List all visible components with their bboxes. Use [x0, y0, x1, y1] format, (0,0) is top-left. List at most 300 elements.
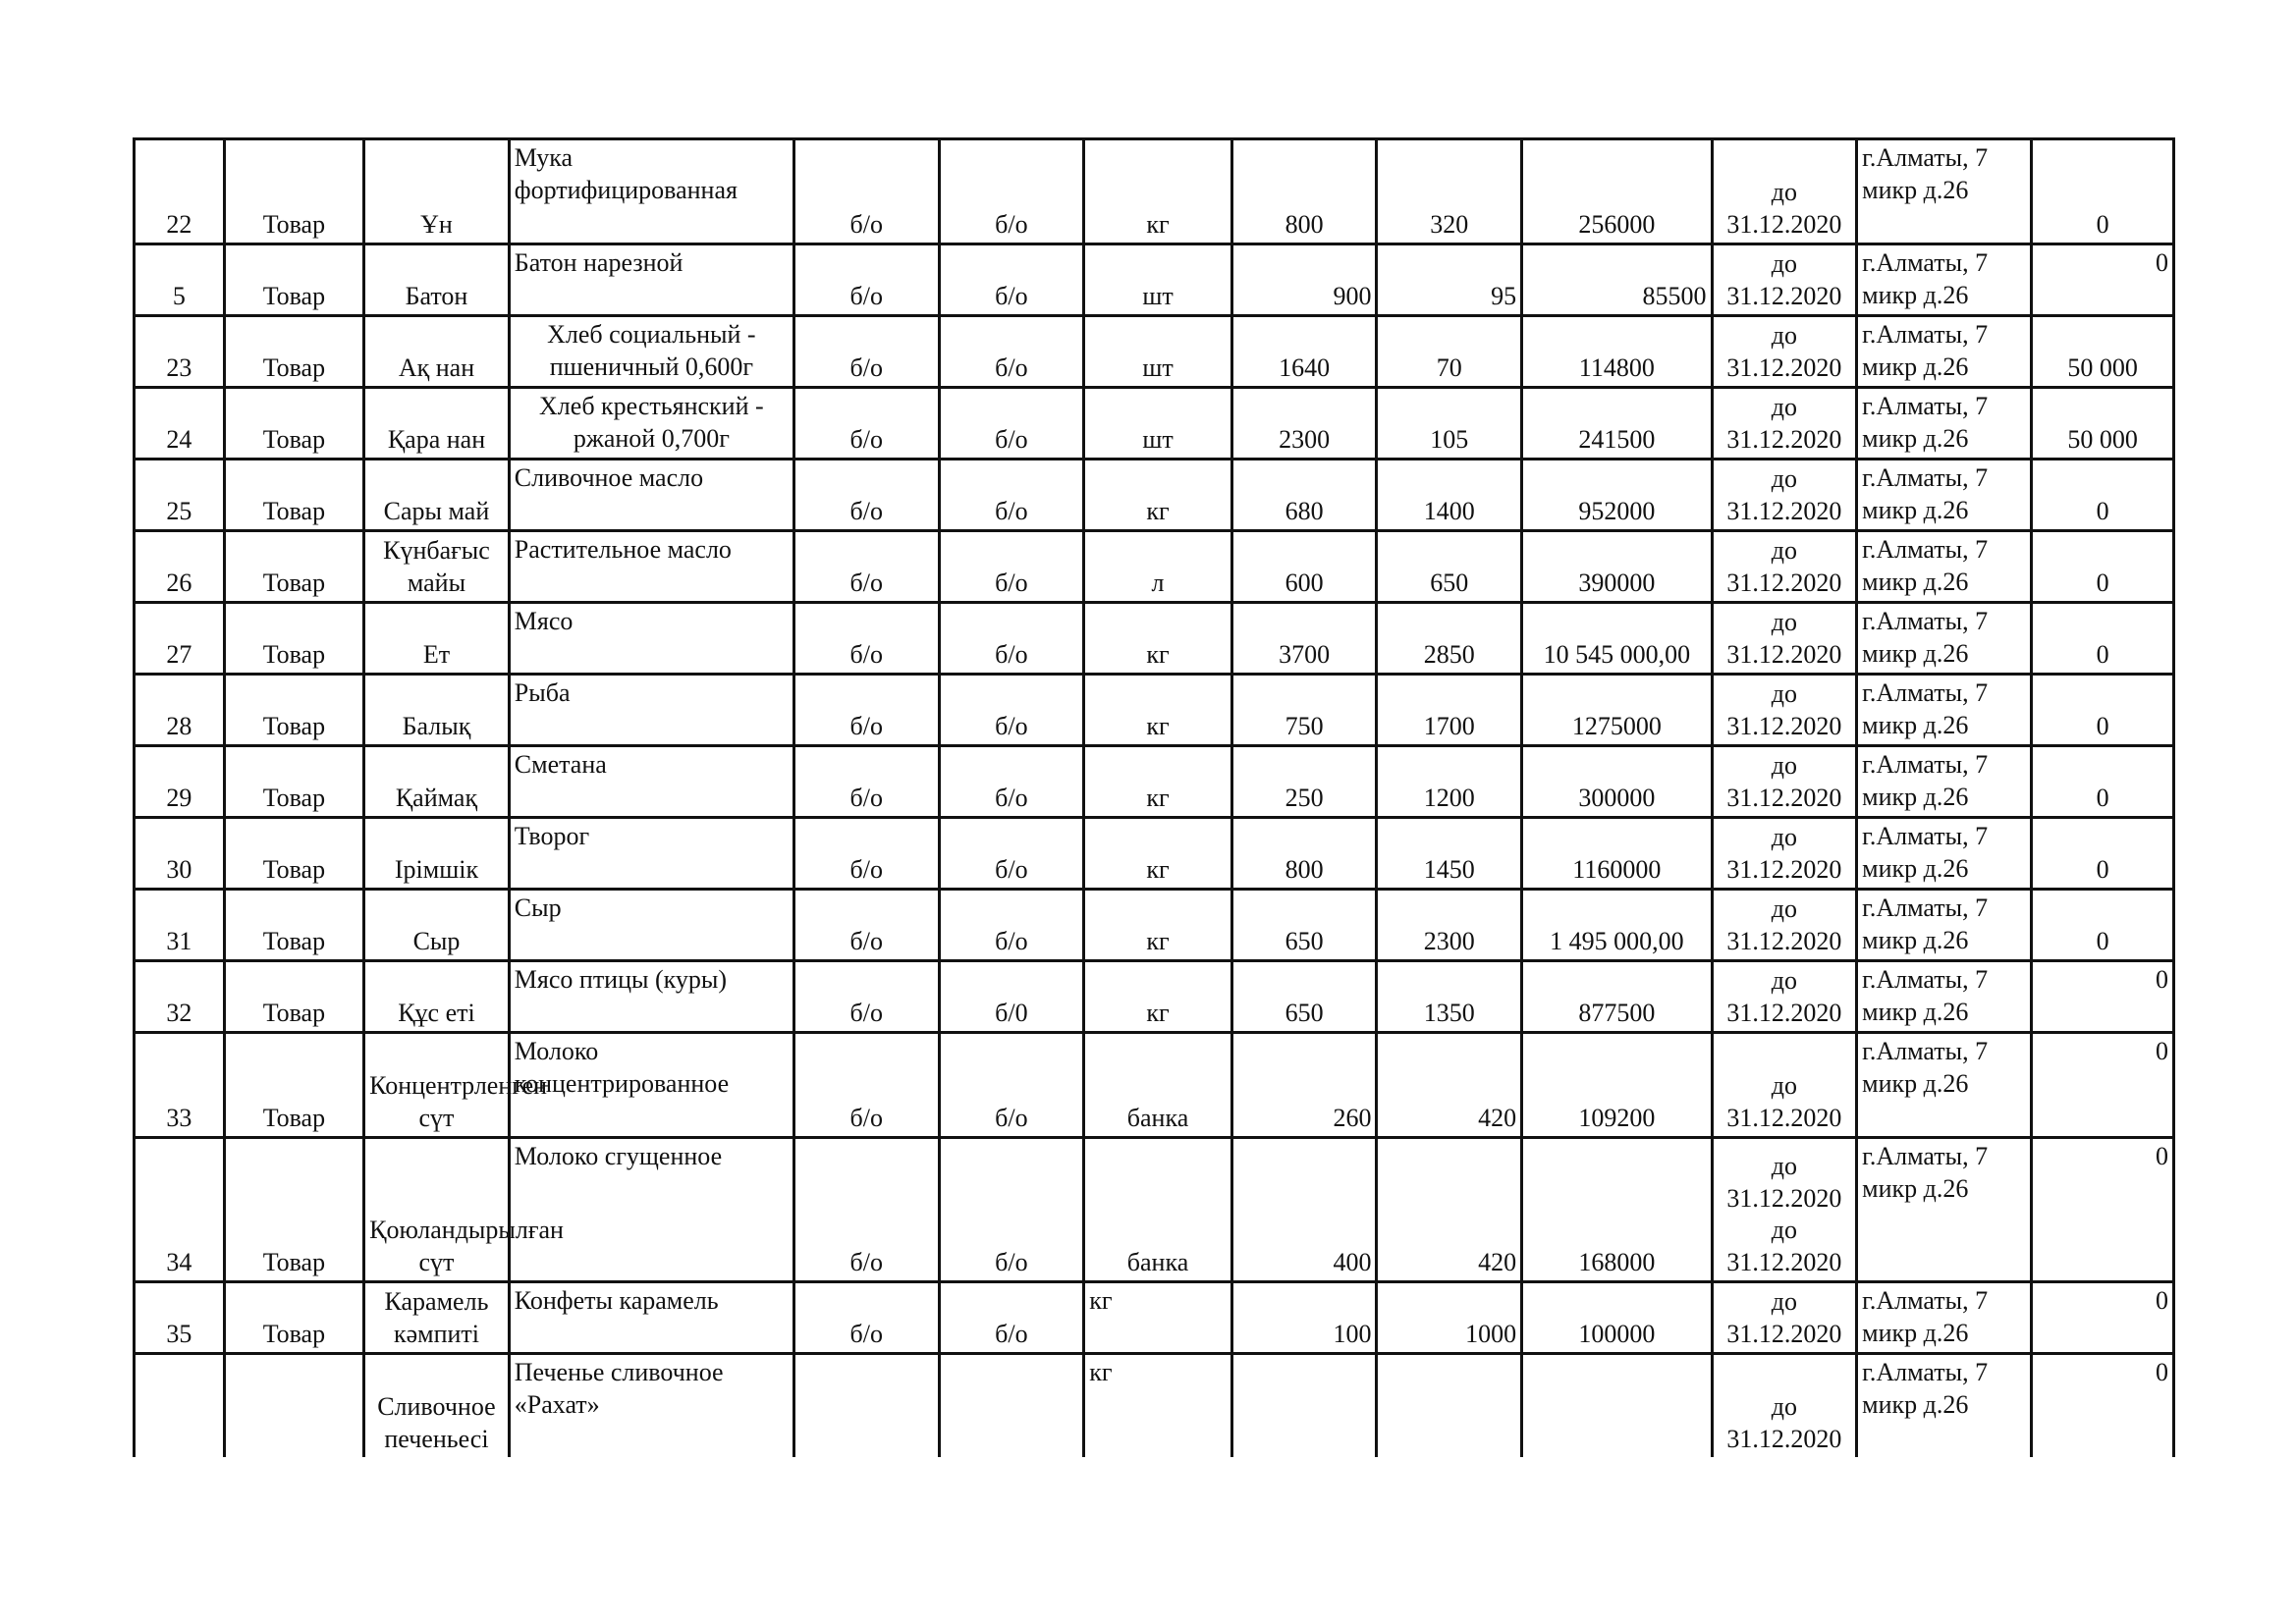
col6-cell: б/о: [939, 531, 1084, 603]
price-cell: [1377, 1354, 1522, 1458]
address-cell-line: г.Алматы, 7: [1862, 392, 1989, 420]
sum-cell: 10 545 000,00: [1522, 603, 1712, 675]
price-cell: 2850: [1377, 603, 1522, 675]
address-cell: [1857, 1354, 2032, 1458]
unit-cell: банка: [1084, 1033, 1232, 1138]
item-type-cell: Товар: [224, 460, 364, 531]
item-type-cell: Товар: [224, 890, 364, 961]
item-type-cell: Товар: [224, 746, 364, 818]
delivery-date-cell-line: до: [1771, 464, 1797, 493]
russian-name-cell-line: Хлеб крестьянский -: [539, 392, 764, 420]
russian-name-cell-line: Мука: [514, 143, 574, 172]
address-cell-line: г.Алматы, 7: [1862, 678, 1989, 707]
table-row: [135, 818, 2174, 890]
quantity-cell: 800: [1231, 139, 1377, 244]
amount-cell: 0: [2032, 675, 2174, 746]
russian-name-cell-line: «Рахат»: [514, 1389, 600, 1419]
russian-name-cell: [509, 675, 793, 746]
table-row: [135, 1033, 2174, 1138]
table-row: [135, 531, 2174, 603]
address-cell-line: микр д.26: [1862, 853, 1969, 883]
col5-cell: б/о: [793, 244, 939, 316]
address-cell-line: микр д.26: [1862, 495, 1969, 524]
price-cell: 1450: [1377, 818, 1522, 890]
delivery-date-cell-line: до: [1771, 321, 1797, 350]
address-cell-line: микр д.26: [1862, 925, 1969, 954]
sum-cell: 114800: [1522, 316, 1712, 388]
russian-name-cell-line: Печенье сливочное: [514, 1358, 724, 1386]
delivery-date-cell-line: 31.12.2020: [1726, 1103, 1842, 1132]
quantity-cell: 250: [1231, 746, 1377, 818]
col5-cell: б/о: [793, 603, 939, 675]
col5-cell: б/о: [793, 675, 939, 746]
row-number-cell: 25: [135, 460, 225, 531]
row-number-cell: 27: [135, 603, 225, 675]
russian-name-cell: [509, 890, 793, 961]
address-cell: [1857, 603, 2032, 675]
item-type-cell: Товар: [224, 675, 364, 746]
quantity-cell: [1231, 1354, 1377, 1458]
quantity-cell: 3700: [1231, 603, 1377, 675]
delivery-date-cell-line: до: [1771, 679, 1797, 708]
russian-name-cell-line: Сыр: [514, 893, 562, 922]
delivery-date-cell: [1712, 746, 1857, 818]
price-cell: 650: [1377, 531, 1522, 603]
delivery-date-cell: [1712, 1354, 1857, 1458]
address-cell-line: г.Алматы, 7: [1862, 607, 1989, 635]
delivery-date-cell: [1712, 818, 1857, 890]
quantity-cell: 2300: [1231, 388, 1377, 460]
row-number-cell: [135, 1354, 225, 1458]
address-cell-line: г.Алматы, 7: [1862, 535, 1989, 564]
delivery-date-cell-line: до: [1771, 966, 1797, 995]
col5-cell: б/о: [793, 961, 939, 1033]
russian-name-cell-line: Мясо: [514, 607, 574, 635]
price-cell: 1000: [1377, 1282, 1522, 1354]
kazakh-name-cell: Күнбағыс майы: [364, 531, 510, 603]
address-cell-line: микр д.26: [1862, 280, 1969, 309]
address-cell: [1857, 460, 2032, 531]
russian-name-cell-line: Сливочное масло: [514, 463, 704, 492]
russian-name-cell: [509, 818, 793, 890]
sum-cell: 85500: [1522, 244, 1712, 316]
quantity-cell: 680: [1231, 460, 1377, 531]
address-cell: [1857, 139, 2032, 244]
sum-cell: 390000: [1522, 531, 1712, 603]
quantity-cell: 750: [1231, 675, 1377, 746]
quantity-cell: 800: [1231, 818, 1377, 890]
item-type-cell: Товар: [224, 1282, 364, 1354]
delivery-date-cell-line: 31.12.2020: [1726, 1183, 1842, 1213]
delivery-date-cell-line: до: [1771, 249, 1797, 278]
col5-cell: б/о: [793, 388, 939, 460]
unit-cell: кг: [1084, 1354, 1232, 1458]
russian-name-cell: [509, 388, 793, 460]
address-cell: [1857, 675, 2032, 746]
price-cell: 420: [1377, 1138, 1522, 1282]
kazakh-name-cell: Қоюландырылған сүт: [364, 1138, 510, 1282]
table-row: [135, 746, 2174, 818]
quantity-cell: 650: [1231, 961, 1377, 1033]
row-number-cell: 30: [135, 818, 225, 890]
address-cell-line: г.Алматы, 7: [1862, 1142, 1989, 1170]
item-type-cell: Товар: [224, 388, 364, 460]
sum-cell: 241500: [1522, 388, 1712, 460]
price-cell: 420: [1377, 1033, 1522, 1138]
price-cell: 70: [1377, 316, 1522, 388]
delivery-date-cell: [1712, 388, 1857, 460]
kazakh-name-cell: Ірімшік: [364, 818, 510, 890]
table-body: [135, 139, 2174, 1458]
delivery-date-cell-line: 31.12.2020: [1726, 639, 1842, 669]
address-cell: [1857, 1282, 2032, 1354]
sum-cell: 109200: [1522, 1033, 1712, 1138]
table-row: [135, 675, 2174, 746]
russian-name-cell-line: Хлеб социальный -: [547, 320, 756, 349]
delivery-date-cell-line: до: [1771, 1216, 1797, 1244]
goods-table: [133, 137, 2175, 1457]
col6-cell: б/о: [939, 388, 1084, 460]
item-type-cell: Товар: [224, 316, 364, 388]
unit-cell: кг: [1084, 460, 1232, 531]
address-cell-line: микр д.26: [1862, 423, 1969, 453]
col5-cell: б/о: [793, 460, 939, 531]
amount-cell: 0: [2032, 961, 2174, 1033]
amount-cell: 0: [2032, 890, 2174, 961]
kazakh-name-cell: Сливочное печеньесі: [364, 1354, 510, 1458]
russian-name-cell-line: пшеничный 0,600г: [549, 352, 754, 381]
kazakh-name-cell: Сары май: [364, 460, 510, 531]
amount-cell: 0: [2032, 1033, 2174, 1138]
delivery-date-cell-line: 31.12.2020: [1726, 352, 1842, 382]
col6-cell: б/о: [939, 1282, 1084, 1354]
unit-cell: кг: [1084, 890, 1232, 961]
russian-name-cell: [509, 460, 793, 531]
kazakh-name-cell: Ет: [364, 603, 510, 675]
address-cell-line: микр д.26: [1862, 1389, 1969, 1419]
col5-cell: б/о: [793, 746, 939, 818]
table-row: [135, 603, 2174, 675]
sum-cell: 1275000: [1522, 675, 1712, 746]
delivery-date-cell-line: до: [1771, 823, 1797, 851]
row-number-cell: 24: [135, 388, 225, 460]
item-type-cell: Товар: [224, 603, 364, 675]
quantity-cell: 600: [1231, 531, 1377, 603]
address-cell-line: микр д.26: [1862, 567, 1969, 596]
col6-cell: б/о: [939, 1138, 1084, 1282]
russian-name-cell-line: ржаной 0,700г: [573, 423, 730, 453]
table-row: [135, 1282, 2174, 1354]
kazakh-name-cell: Карамель кәмпиті: [364, 1282, 510, 1354]
delivery-date-cell-line: 31.12.2020: [1726, 281, 1842, 310]
russian-name-cell: [509, 1138, 793, 1282]
kazakh-name-cell: Концентрленген сүт: [364, 1033, 510, 1138]
russian-name-cell: [509, 316, 793, 388]
delivery-date-cell-line: 31.12.2020: [1726, 209, 1842, 239]
address-cell-line: г.Алматы, 7: [1862, 822, 1989, 850]
table-row: [135, 139, 2174, 244]
delivery-date-cell-line: 31.12.2020: [1726, 711, 1842, 740]
address-cell-line: г.Алматы, 7: [1862, 143, 1989, 172]
delivery-date-cell-line: 31.12.2020: [1726, 1247, 1842, 1276]
col6-cell: б/о: [939, 316, 1084, 388]
item-type-cell: Товар: [224, 531, 364, 603]
amount-cell: 0: [2032, 460, 2174, 531]
address-cell: [1857, 890, 2032, 961]
address-cell: [1857, 818, 2032, 890]
address-cell-line: микр д.26: [1862, 782, 1969, 811]
delivery-date-cell: [1712, 961, 1857, 1033]
delivery-date-cell: [1712, 1138, 1857, 1282]
delivery-date-cell: [1712, 603, 1857, 675]
delivery-date-cell: [1712, 890, 1857, 961]
price-cell: 1200: [1377, 746, 1522, 818]
quantity-cell: 650: [1231, 890, 1377, 961]
amount-cell: 0: [2032, 531, 2174, 603]
table-row: [135, 460, 2174, 531]
sum-cell: [1522, 1354, 1712, 1458]
unit-cell: кг: [1084, 961, 1232, 1033]
delivery-date-cell-line: до: [1771, 1392, 1797, 1421]
russian-name-cell: [509, 603, 793, 675]
delivery-date-cell-line: до: [1771, 608, 1797, 636]
delivery-date-cell-line: 31.12.2020: [1726, 1319, 1842, 1348]
address-cell-line: микр д.26: [1862, 997, 1969, 1026]
address-cell-line: микр д.26: [1862, 175, 1969, 204]
col6-cell: б/о: [939, 603, 1084, 675]
address-cell: [1857, 1033, 2032, 1138]
col5-cell: б/о: [793, 316, 939, 388]
row-number-cell: 22: [135, 139, 225, 244]
delivery-date-cell-line: 31.12.2020: [1726, 568, 1842, 597]
sum-cell: 168000: [1522, 1138, 1712, 1282]
table-row: [135, 1354, 2174, 1458]
delivery-date-cell-line: 31.12.2020: [1726, 926, 1842, 955]
address-cell-line: микр д.26: [1862, 352, 1969, 381]
delivery-date-cell: [1712, 675, 1857, 746]
col6-cell: [939, 1354, 1084, 1458]
address-cell: [1857, 746, 2032, 818]
unit-cell: кг: [1084, 139, 1232, 244]
address-cell-line: г.Алматы, 7: [1862, 248, 1989, 277]
item-type-cell: Товар: [224, 961, 364, 1033]
amount-cell: 0: [2032, 1282, 2174, 1354]
row-number-cell: 35: [135, 1282, 225, 1354]
unit-cell: шт: [1084, 388, 1232, 460]
unit-cell: л: [1084, 531, 1232, 603]
russian-name-cell: [509, 746, 793, 818]
table-row: [135, 961, 2174, 1033]
delivery-date-cell: [1712, 1033, 1857, 1138]
russian-name-cell-line: Творог: [514, 822, 590, 850]
kazakh-name-cell: Қара нан: [364, 388, 510, 460]
col5-cell: б/о: [793, 1282, 939, 1354]
quantity-cell: 100: [1231, 1282, 1377, 1354]
col6-cell: б/о: [939, 244, 1084, 316]
delivery-date-cell: [1712, 1282, 1857, 1354]
delivery-date-cell-line: 31.12.2020: [1726, 854, 1842, 884]
russian-name-cell: [509, 1282, 793, 1354]
address-cell: [1857, 316, 2032, 388]
address-cell-line: г.Алматы, 7: [1862, 320, 1989, 349]
russian-name-cell: [509, 1354, 793, 1458]
col5-cell: б/о: [793, 139, 939, 244]
unit-cell: кг: [1084, 675, 1232, 746]
address-cell: [1857, 388, 2032, 460]
quantity-cell: 900: [1231, 244, 1377, 316]
col5-cell: б/о: [793, 1138, 939, 1282]
price-cell: 1700: [1377, 675, 1522, 746]
russian-name-cell: [509, 1033, 793, 1138]
russian-name-cell-line: Молоко сгущенное: [514, 1142, 723, 1170]
delivery-date-cell-line: до: [1771, 1071, 1797, 1100]
amount-cell: 0: [2032, 139, 2174, 244]
russian-name-cell-line: Сметана: [514, 750, 607, 779]
quantity-cell: 1640: [1231, 316, 1377, 388]
address-cell-line: г.Алматы, 7: [1862, 463, 1989, 492]
delivery-date-cell-line: до: [1771, 178, 1797, 206]
item-type-cell: [224, 1354, 364, 1458]
delivery-date-cell-line: до: [1771, 894, 1797, 923]
table-row: [135, 316, 2174, 388]
col6-cell: б/0: [939, 961, 1084, 1033]
item-type-cell: Товар: [224, 1033, 364, 1138]
address-cell-line: г.Алматы, 7: [1862, 1037, 1989, 1065]
unit-cell: банка: [1084, 1138, 1232, 1282]
russian-name-cell: [509, 961, 793, 1033]
item-type-cell: Товар: [224, 244, 364, 316]
address-cell-line: г.Алматы, 7: [1862, 1358, 1989, 1386]
delivery-date-cell-line: 31.12.2020: [1726, 998, 1842, 1027]
russian-name-cell-line: Батон нарезной: [514, 248, 683, 277]
address-cell: [1857, 531, 2032, 603]
address-cell-line: г.Алматы, 7: [1862, 965, 1989, 994]
unit-cell: шт: [1084, 316, 1232, 388]
delivery-date-cell: [1712, 460, 1857, 531]
delivery-date-cell-line: до: [1771, 751, 1797, 780]
row-number-cell: 32: [135, 961, 225, 1033]
delivery-date-cell-line: до: [1771, 536, 1797, 565]
col5-cell: б/о: [793, 890, 939, 961]
address-cell-line: микр д.26: [1862, 638, 1969, 668]
amount-cell: 0: [2032, 818, 2174, 890]
sum-cell: 1160000: [1522, 818, 1712, 890]
price-cell: 2300: [1377, 890, 1522, 961]
sum-cell: 256000: [1522, 139, 1712, 244]
sum-cell: 1 495 000,00: [1522, 890, 1712, 961]
table-row: [135, 1138, 2174, 1282]
amount-cell: 0: [2032, 603, 2174, 675]
quantity-cell: 260: [1231, 1033, 1377, 1138]
amount-cell: 0: [2032, 1138, 2174, 1282]
row-number-cell: 31: [135, 890, 225, 961]
price-cell: 1400: [1377, 460, 1522, 531]
item-type-cell: Товар: [224, 139, 364, 244]
row-number-cell: 34: [135, 1138, 225, 1282]
address-cell: [1857, 961, 2032, 1033]
amount-cell: 0: [2032, 244, 2174, 316]
delivery-date-cell-line: 31.12.2020: [1726, 496, 1842, 525]
address-cell-line: г.Алматы, 7: [1862, 750, 1989, 779]
russian-name-cell-line: концентрированное: [514, 1068, 730, 1098]
table-row: [135, 244, 2174, 316]
address-cell-line: микр д.26: [1862, 710, 1969, 739]
col6-cell: б/о: [939, 460, 1084, 531]
unit-cell: кг: [1084, 1282, 1232, 1354]
sum-cell: 952000: [1522, 460, 1712, 531]
row-number-cell: 28: [135, 675, 225, 746]
col5-cell: [793, 1354, 939, 1458]
col6-cell: б/о: [939, 890, 1084, 961]
item-type-cell: Товар: [224, 818, 364, 890]
russian-name-cell-line: фортифицированная: [514, 175, 738, 204]
kazakh-name-cell: Сыр: [364, 890, 510, 961]
address-cell-line: г.Алматы, 7: [1862, 1286, 1989, 1315]
russian-name-cell-line: Растительное масло: [514, 535, 732, 564]
russian-name-cell: [509, 531, 793, 603]
col5-cell: б/о: [793, 531, 939, 603]
delivery-date-cell-line: 31.12.2020: [1726, 783, 1842, 812]
kazakh-name-cell: Ақ нан: [364, 316, 510, 388]
delivery-date-cell-line: до: [1771, 1152, 1797, 1180]
address-cell: [1857, 244, 2032, 316]
russian-name-cell: [509, 244, 793, 316]
col6-cell: б/о: [939, 139, 1084, 244]
col6-cell: б/о: [939, 818, 1084, 890]
kazakh-name-cell: Ұн: [364, 139, 510, 244]
row-number-cell: 26: [135, 531, 225, 603]
unit-cell: кг: [1084, 746, 1232, 818]
kazakh-name-cell: Құс еті: [364, 961, 510, 1033]
address-cell-line: микр д.26: [1862, 1173, 1969, 1203]
delivery-date-cell: [1712, 531, 1857, 603]
table-row: [135, 890, 2174, 961]
address-cell-line: г.Алматы, 7: [1862, 893, 1989, 922]
delivery-date-cell-line: до: [1771, 393, 1797, 421]
delivery-date-cell-line: 31.12.2020: [1726, 1424, 1842, 1453]
sum-cell: 877500: [1522, 961, 1712, 1033]
russian-name-cell-line: Молоко: [514, 1037, 599, 1065]
table-row: [135, 388, 2174, 460]
kazakh-name-cell: Балық: [364, 675, 510, 746]
col6-cell: б/о: [939, 746, 1084, 818]
russian-name-cell-line: Мясо птицы (куры): [514, 965, 728, 994]
row-number-cell: 29: [135, 746, 225, 818]
delivery-date-cell-line: до: [1771, 1287, 1797, 1316]
unit-cell: кг: [1084, 603, 1232, 675]
price-cell: 1350: [1377, 961, 1522, 1033]
col5-cell: б/о: [793, 818, 939, 890]
col6-cell: б/о: [939, 675, 1084, 746]
delivery-date-cell: [1712, 244, 1857, 316]
russian-name-cell: [509, 139, 793, 244]
unit-cell: кг: [1084, 818, 1232, 890]
price-cell: 105: [1377, 388, 1522, 460]
address-cell-line: микр д.26: [1862, 1068, 1969, 1098]
kazakh-name-cell: Қаймақ: [364, 746, 510, 818]
amount-cell: 0: [2032, 746, 2174, 818]
quantity-cell: 400: [1231, 1138, 1377, 1282]
row-number-cell: 23: [135, 316, 225, 388]
row-number-cell: 33: [135, 1033, 225, 1138]
price-cell: 320: [1377, 139, 1522, 244]
item-type-cell: Товар: [224, 1138, 364, 1282]
russian-name-cell-line: Конфеты карамель: [514, 1286, 719, 1315]
russian-name-cell-line: Рыба: [514, 678, 571, 707]
amount-cell: 50 000: [2032, 388, 2174, 460]
col6-cell: б/о: [939, 1033, 1084, 1138]
kazakh-name-cell: Батон: [364, 244, 510, 316]
